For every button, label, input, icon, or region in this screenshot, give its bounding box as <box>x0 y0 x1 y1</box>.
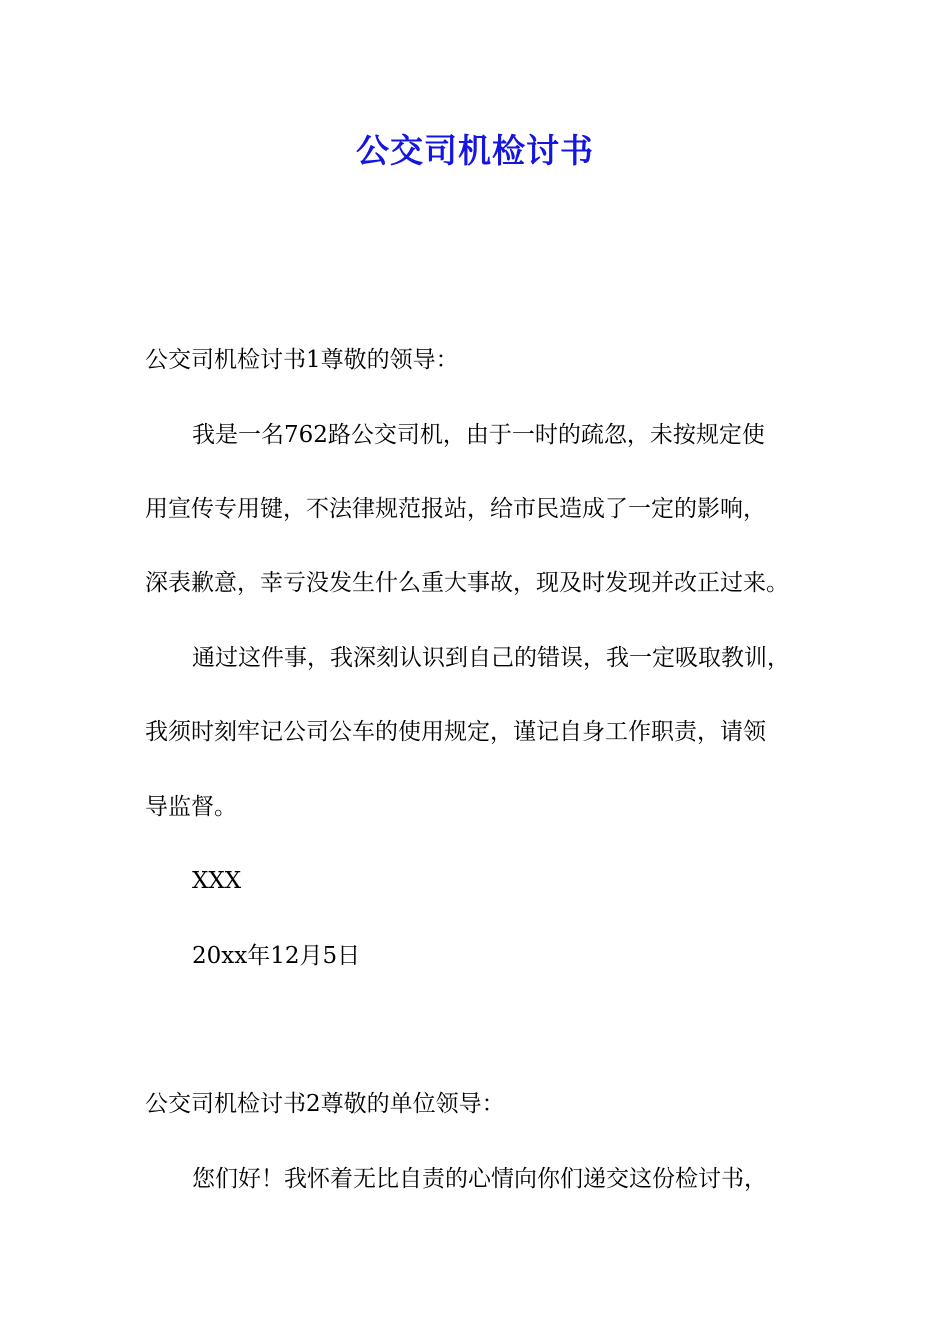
signature-name: XXX <box>192 868 242 894</box>
section-2-heading: 公交司机检讨书2尊敬的单位领导： <box>145 1091 505 1117</box>
document-title: 公交司机检讨书 <box>356 131 594 170</box>
paragraph-line: 您们好！我怀着无比自责的心情向你们递交这份检讨书， <box>192 1166 767 1192</box>
paragraph-line: 通过这件事，我深刻认识到自己的错误，我一定吸取教训， <box>192 645 790 671</box>
paragraph-line: 我须时刻牢记公司公车的使用规定，谨记自身工作职责，请领 <box>145 719 766 745</box>
paragraph-line: 我是一名762路公交司机，由于一时的疏忽，未按规定使 <box>192 422 765 448</box>
paragraph-line: 导监督。 <box>145 794 237 820</box>
section-1-heading: 公交司机检讨书1尊敬的领导： <box>145 347 459 373</box>
paragraph-line: 用宣传专用键，不法律规范报站，给市民造成了一定的影响， <box>145 496 766 522</box>
paragraph-line: 深表歉意，幸亏没发生什么重大事故，现及时发现并改正过来。 <box>145 570 789 596</box>
signature-date: 20xx年12月5日 <box>192 943 361 969</box>
